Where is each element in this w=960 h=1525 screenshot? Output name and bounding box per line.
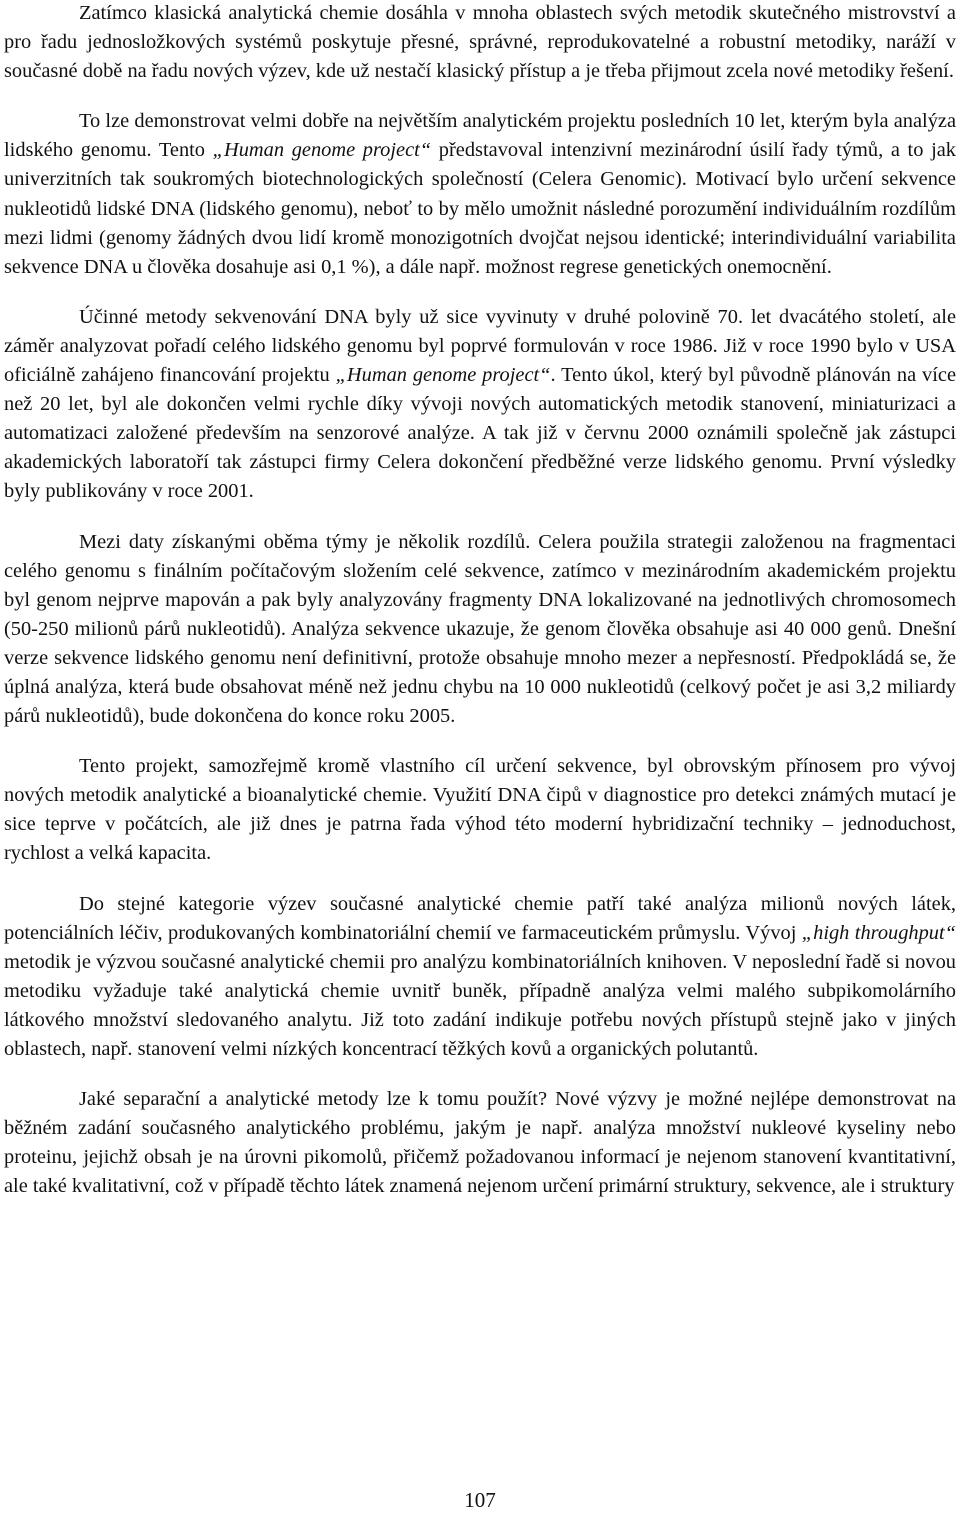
paragraph-1-text: Zatímco klasická analytická chemie dosáhla v mnoha oblastech svých metodik skutečného mistrovství a pro řadu jednosložkových systémů poskytuje přesné, správné, reprodukovatelné a robustní metodiky, naráží v současné době na řadu nových výzev, kde už nestačí klasický přístup a je třeba přijmout zcela nové metodiky řešení.	[4, 2, 956, 83]
human-genome-project-title: „Human genome project“	[335, 364, 551, 387]
paragraph-2-text-a: To lze demonstrovat velmi dobře na největším analytickém projektu posledních 10 let, kterým byla analýza lidského genomu. Tento	[4, 110, 956, 162]
paragraph-3	[4, 303, 956, 507]
paragraph-6-text-a: Do stejné kategorie výzev současné analytické chemie patří také analýza milionů nových látek, potenciálních léčiv, produkovaných kombinatoriální chemií ve farmaceutickém průmyslu. Vývoj	[4, 892, 956, 944]
high-throughput-term: „high throughput“	[801, 921, 956, 944]
paragraph-4	[4, 528, 956, 732]
document-page	[4, 0, 956, 1222]
paragraph-7-text: Jaké separační a analytické metody lze k tomu použít? Nové výzvy je možné nejlépe demonstrovat na běžném zadání současného analytického problému, jakým je např. analýza množství nukleové kyseliny nebo proteinu, jejichž obsah je na úrovni pikomolů, přičemž požadovanou informací je nejenom stanovení kvantitativní, ale také kvalitativní, což v případě těchto látek znamená nejenom určení primární struktury, sekvence, ale i struktury	[4, 1088, 956, 1198]
paragraph-7	[4, 1085, 956, 1201]
paragraph-1	[4, 0, 956, 86]
paragraph-3-text-a: Účinné metody sekvenování DNA byly už sice vyvinuty v druhé polovině 70. let dvacátého století, ale záměr analyzovat pořadí celého lidského genomu byl poprvé formulován v roce 1986. Již v roce 1990 bylo v USA oficiálně zahájeno financování projektu	[4, 305, 956, 387]
paragraph-4-text: Mezi daty získanými oběma týmy je několik rozdílů. Celera použila strategii založenou na fragmentaci celého genomu s finálním počítačovým složením celé sekvence, zatímco v mezinárodním akademickém projektu byl genom nejprve mapován a pak byly analyzovány fragmenty DNA lokalizované na jednotlivých chromosomech (50-250 milionů párů nukleotidů). Analýza sekvence ukazuje, že genom člověka obsahuje asi 40 000 genů. Dnešní verze sekvence lidského genomu není definitivní, protože obsahuje mnoho mezer a nepřesností. Předpokládá se, že úplná analýza, která bude obsahovat méně než jednu chybu na 10 000 nukleotidů (celkový počet je asi 3,2 miliardy párů nukleotidů), bude dokončena do konce roku 2005.	[4, 530, 956, 728]
human-genome-project-title: „Human genome project“	[212, 139, 432, 162]
paragraph-6-text-b: metodik je výzvou současné analytické chemii pro analýzu kombinatoriálních knihoven. V neposlední řadě si novou metodiku vyžaduje také analytická chemie uvnitř buněk, případně analýza velmi malého subpikomolárního látkového množství sledovaného analytu. Již toto zadání indikuje potřebu nových přístupů stejně jako v jiných oblastech, např. stanovení velmi nízkých koncentrací těžkých kovů a organických polutantů.	[4, 950, 956, 1060]
paragraph-2	[4, 107, 956, 282]
paragraph-5-text: Tento projekt, samozřejmě kromě vlastního cíl určení sekvence, byl obrovským přínosem pro vývoj nových metodik analytické a bioanalytické chemie. Využití DNA čipů v diagnostice pro detekci známých mutací je sice teprve v počátcích, ale již dnes je patrna řada výhod této moderní hybridizační techniky – jednoduchost, rychlost a velká kapacita.	[4, 755, 956, 865]
paragraph-6	[4, 890, 956, 1065]
paragraph-5	[4, 752, 956, 868]
paragraph-3-text-b: . Tento úkol, který byl původně plánován na více než 20 let, byl ale dokončen velmi rychle díky vývoji nových automatických metodik stanovení, miniaturizaci a automatizaci založené především na senzorové analýze. A tak již v červnu 2000 oznámili společně jak zástupci akademických laboratoří tak zástupci firmy Celera dokončení předběžné verze lidského genomu. První výsledky byly publikovány v roce 2001.	[4, 364, 957, 503]
page-number: 107	[464, 1488, 496, 1512]
paragraph-2-text-b: představoval intenzivní mezinárodní úsilí řady týmů, a to jak univerzitních tak soukromých biotechnologických společností (Celera Genomic). Motivací bylo určení sekvence nukleotidů lidské DNA (lidského genomu), neboť to by mělo umožnit následné porozumění individuálním rozdílům mezi lidmi (genomy žádných dvou lidí kromě monozigotních dvojčat nejsou identické; interindividuální variabilita sekvence DNA u člověka dosahuje asi 0,1 %), a dále např. možnost regrese genetických onemocnění.	[4, 139, 956, 278]
